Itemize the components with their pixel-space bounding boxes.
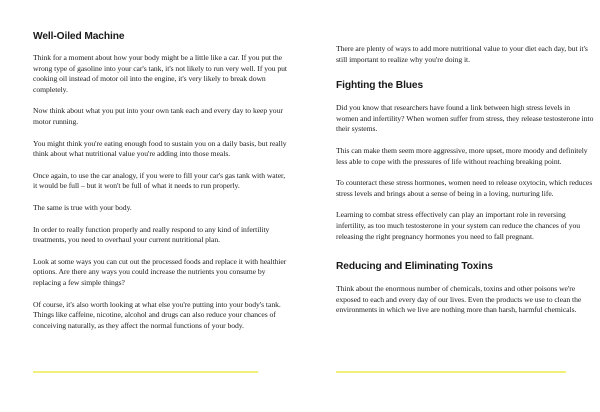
paragraph: Now think about what you put into your own tank each and every day to keep your motor running.: [33, 106, 283, 126]
footer-rule-right: [336, 371, 566, 373]
paragraph: Look at some ways you can cut out the processed foods and replace it with healthier options. Are there any ways you could increase the nutrients you consume by replacing a few simple things?: [33, 256, 287, 287]
left-page: [33, 0, 291, 342]
paragraph-intro: There are plenty of ways to add more nutritional value to your diet each day, but it's still important to realize why you're doing it.: [336, 44, 588, 64]
paragraph: To counteract these stress hormones, women need to release oxytocin, which reduces stress levels and brings about a sense of being in a loving, nurturing life.: [336, 178, 593, 198]
heading-fighting-the-blues: Fighting the Blues: [336, 80, 424, 92]
footer-rule-left: [33, 371, 258, 373]
right-page: [336, 0, 594, 327]
heading-well-oiled-machine: Well-Oiled Machine: [33, 31, 125, 42]
paragraph: This can make them seem more aggressive, more upset, more moody and definitely less able to cope with the pressures of life without reaching breaking point.: [336, 145, 588, 166]
paragraph: You might think you're eating enough food to sustain you on a daily basis, but really think about what nutritional value you're adding into those meals.: [33, 138, 287, 159]
paragraph: Think for a moment about how your body might be a little like a car. If you put the wrong type of gasoline into your car's tank, it's not likely to run very well. If you put cooking oil instead of motor oil into the engine, it's very likely to break down completely.: [33, 53, 288, 94]
paragraph: Did you know that researchers have found a link between high stress levels in women and infertility? When women suffer from stress, they release testosterone into their systems.: [336, 103, 594, 134]
heading-reducing-toxins: Reducing and Eliminating Toxins: [336, 261, 493, 273]
paragraph: Learning to combat stress effectively can play an important role in reversing infertility, as too much testosterone in your system can reduce the chances of you releasing the right pregnancy hormones you need to fall pregnant.: [336, 210, 581, 241]
paragraph: The same is true with your body.: [33, 202, 132, 212]
paragraph: Think about the enormous number of chemicals, toxins and other poisons we're exposed to each and every day of our lives. Even the products we use to clean the environments in which we live are nothing more than harsh, harmful chemicals.: [336, 284, 582, 315]
paragraph: In order to really function properly and really respond to any kind of infertility treatments, you need to overhaul your current nutritional plan.: [33, 224, 270, 245]
paragraph: Once again, to use the car analogy, if you were to fill your car's gas tank with water, it would be full – but it won't be full of what it needs to run properly.: [33, 170, 286, 191]
paragraph: Of course, it's also worth looking at what else you're putting into your body's tank. Things like caffeine, nicotine, alcohol and drugs can also reduce your chances of conceiving naturally, as they affect the normal functions of your body.: [33, 299, 281, 330]
